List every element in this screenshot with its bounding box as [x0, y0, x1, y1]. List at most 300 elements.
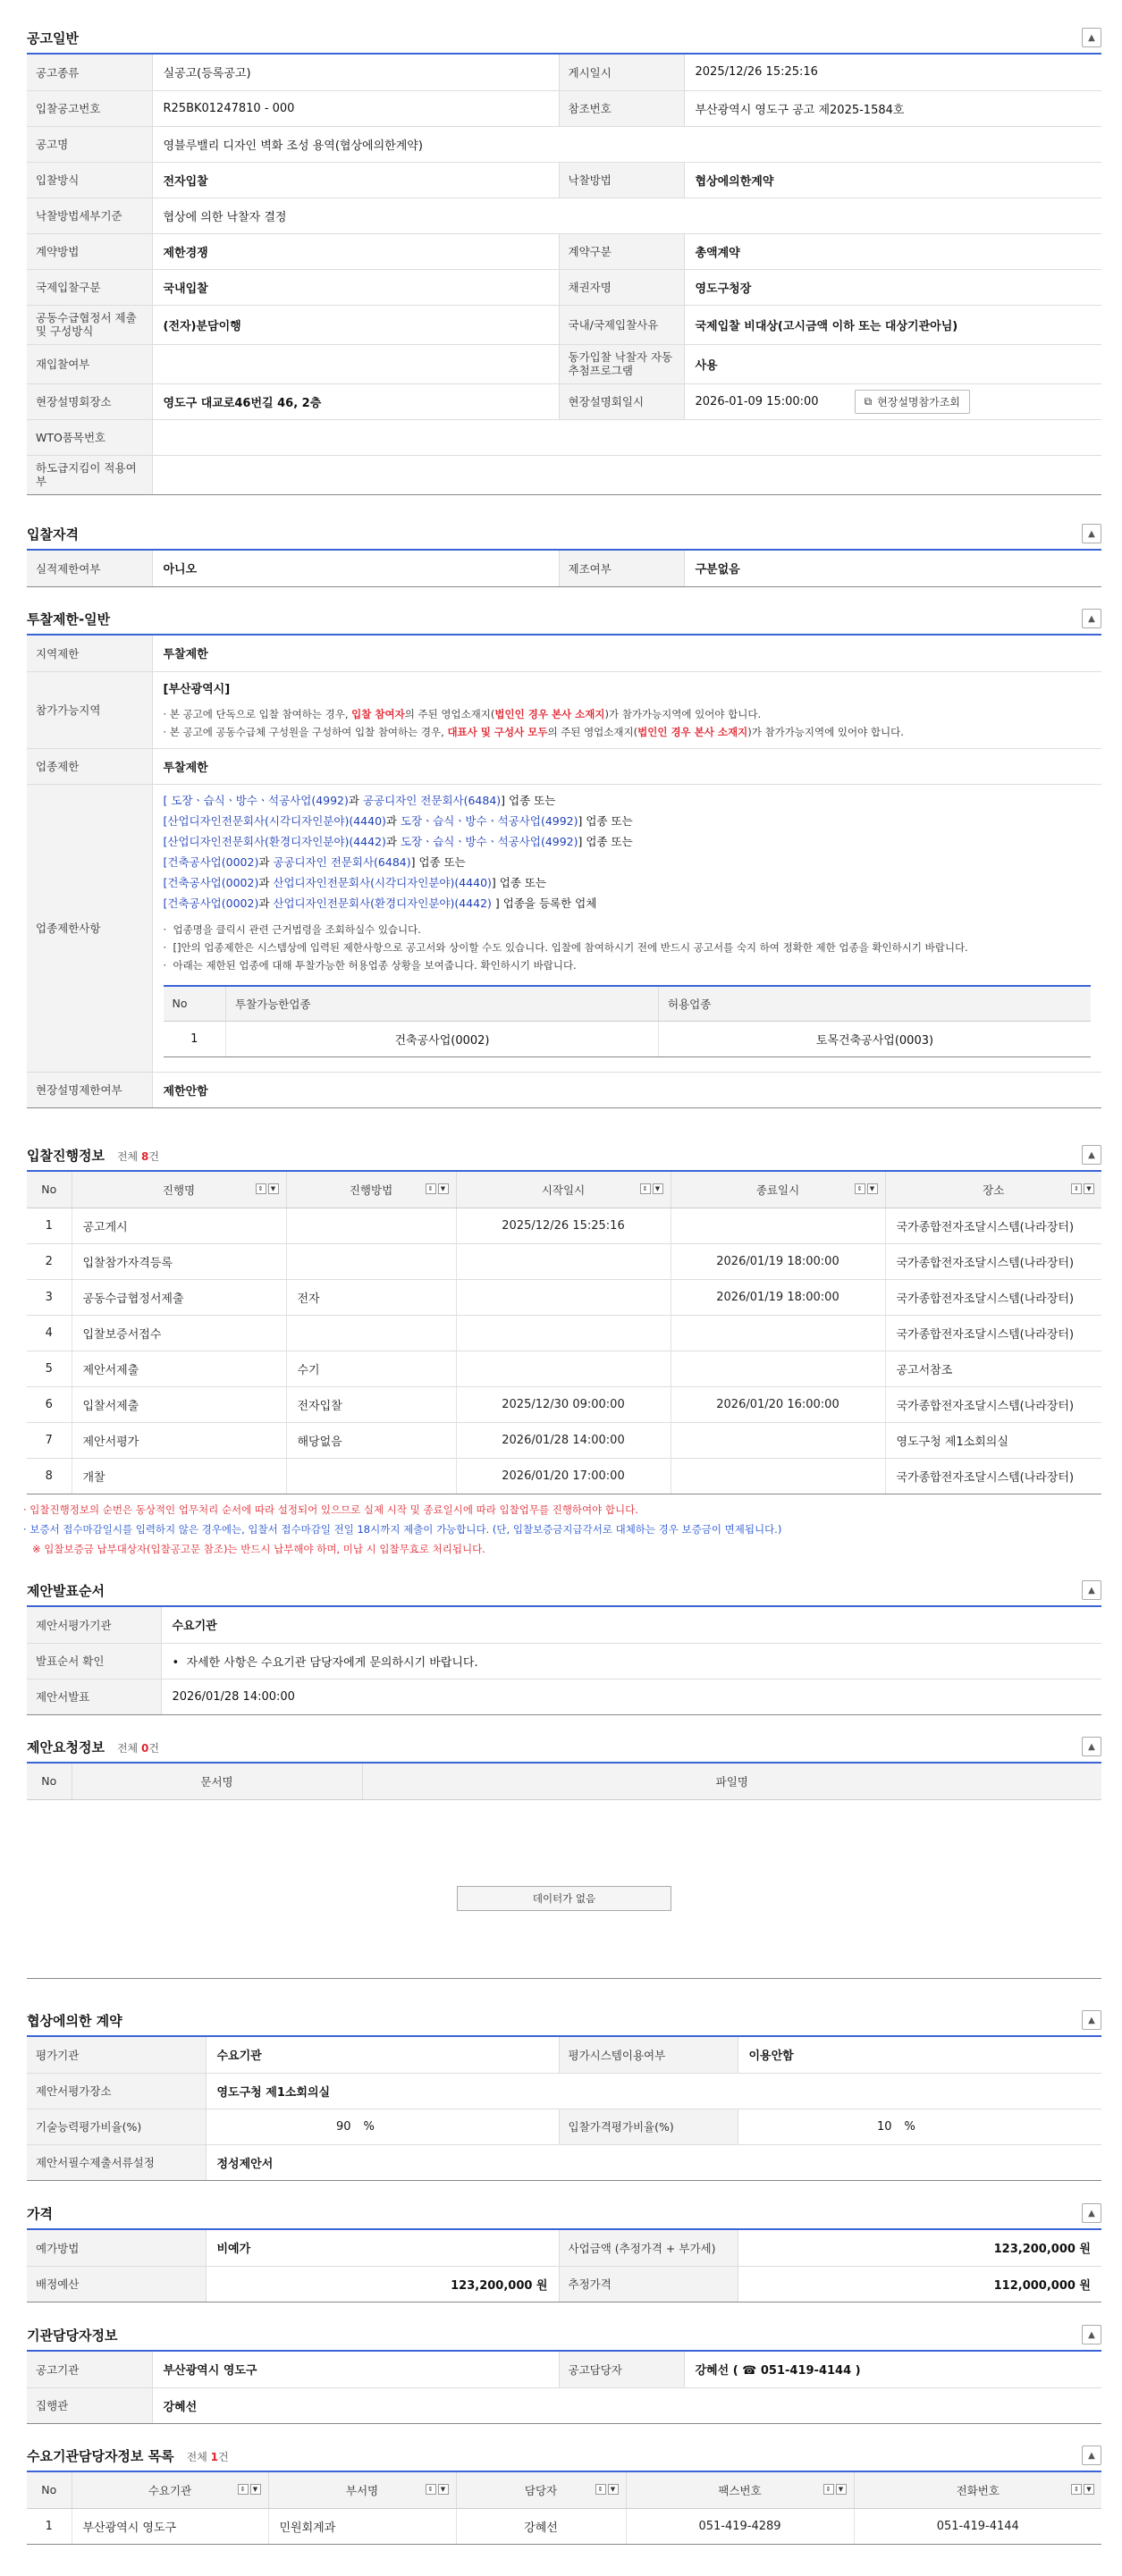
table-cell: 4	[27, 1315, 72, 1351]
filter-icon[interactable]: ▼	[250, 2484, 261, 2495]
text: 과	[348, 793, 363, 807]
value: 구분없음	[684, 551, 1101, 586]
sort-icon[interactable]: ⇕	[1071, 1183, 1082, 1194]
table-cell	[286, 1458, 456, 1494]
table-row	[27, 455, 1101, 494]
table-cell: 1	[27, 2508, 72, 2544]
section-presentation-order	[27, 1575, 1101, 1715]
sort-icon[interactable]: ⇕	[1071, 2484, 1082, 2495]
value: 사용	[684, 344, 1101, 383]
label: 집행관	[27, 2387, 152, 2423]
value: 제한경쟁	[152, 233, 559, 269]
text: ] 업종 또는	[491, 875, 547, 889]
section-demand-agency-contacts	[27, 2440, 1101, 2545]
sort-icon[interactable]: ⇕	[640, 1183, 651, 1194]
section-title: 입찰자격	[27, 526, 79, 543]
table-row	[164, 1022, 1092, 1057]
area-value	[152, 671, 1101, 748]
industry-link[interactable]: [건축공사업(0002)	[163, 854, 259, 869]
column-header: No	[27, 1172, 72, 1208]
presentation-table	[27, 1607, 1101, 1715]
section-title: 협상에의한 계약	[27, 2012, 122, 2029]
note: · []안의 업종제한은 시스템상에 입력된 제한사항으로 공고서와 상이할 수도 있습니다. 입찰에 참여하시기 전에 반드시 공고서를 숙지 하여 정확한 제한 업종을 확인하시기 바랍니다.	[163, 940, 968, 954]
table-row	[27, 1072, 1101, 1107]
empty-area	[27, 1800, 1101, 1979]
table-row	[27, 636, 1101, 671]
table-cell: 부산광역시 영도구	[72, 2508, 268, 2544]
sort-icon[interactable]: ⇕	[855, 1183, 865, 1194]
value: 강혜선 ( ☎ 051-419-4144 )	[684, 2352, 1101, 2387]
table-cell	[286, 1315, 456, 1351]
section-title	[27, 2446, 229, 2465]
column-header[interactable]	[456, 2472, 626, 2508]
table-cell: 입찰참가자격등록	[72, 1243, 286, 1279]
value: R25BK01247810 - 000	[152, 90, 559, 126]
table-row	[27, 162, 1101, 198]
table-row	[27, 1679, 1101, 1714]
table-row	[27, 671, 1101, 748]
highlight-text: 대표사 및 구성사 모두	[447, 725, 548, 738]
table-row	[27, 2230, 1101, 2266]
percent-unit: %	[904, 2119, 915, 2134]
chevron-up-icon[interactable]: ▲	[1082, 2203, 1101, 2223]
table-cell: 국가종합전자조달시스템(나라장터)	[885, 1315, 1101, 1351]
table-cell: 공고서참조	[885, 1351, 1101, 1386]
label: 기술능력평가비율(%)	[27, 2109, 206, 2144]
section-title	[27, 1738, 159, 1756]
text: 팩스번호	[718, 2483, 762, 2497]
chevron-up-icon[interactable]: ▲	[1082, 524, 1101, 543]
sort-icon[interactable]: ⇕	[823, 2484, 834, 2495]
label: 제안서평가기관	[27, 1607, 161, 1643]
table-row	[27, 1607, 1101, 1643]
text: 의 주된 영업소재지(	[404, 707, 495, 720]
column-header: 투찰가능한업종	[226, 986, 659, 1022]
text: 전화번호	[956, 2483, 1000, 2497]
note: · 아래는 제한된 업종에 대해 투찰가능한 허용업종 상황을 보여줍니다. 확인하시기 바랍니다.	[163, 958, 577, 972]
value: 국내입찰	[152, 269, 559, 305]
section-price	[27, 2198, 1101, 2302]
table-row	[27, 344, 1101, 383]
value: 123,200,000 원	[738, 2230, 1101, 2266]
table-cell: 2026/01/28 14:00:00	[456, 1422, 671, 1458]
table-row	[27, 1208, 1101, 1243]
table-row	[27, 551, 1101, 586]
table-cell	[456, 1351, 671, 1386]
note: ※ 입찰보증금 납부대상자(입찰공고문 참조)는 반드시 납부해야 하며, 미납 시 입찰무효로 처리됩니다.	[32, 1542, 485, 1555]
note: · 업종명을 클릭시 관련 근거법령을 조회하실수 있습니다.	[163, 922, 421, 936]
cell: 1	[164, 1022, 226, 1057]
text: 과	[385, 813, 401, 828]
chevron-up-icon[interactable]: ▲	[1082, 28, 1101, 47]
table-row	[27, 1279, 1101, 1315]
label: 제조여부	[559, 551, 684, 586]
table-row	[27, 2352, 1101, 2387]
table-row	[27, 1458, 1101, 1494]
section-title	[27, 1146, 159, 1165]
industry-link[interactable]: [산업디자인전문회사(환경디자인분야)(4442)	[163, 834, 386, 848]
industry-link[interactable]: 산업디자인전문회사(환경디자인분야)(4442)	[273, 896, 492, 910]
proposal-request-table	[27, 1764, 1101, 1800]
label: 발표순서 확인	[27, 1643, 161, 1679]
table-cell: 제안서평가	[72, 1422, 286, 1458]
column-header: No	[27, 2472, 72, 2508]
chevron-up-icon[interactable]: ▲	[1082, 2446, 1101, 2465]
value: 총액계약	[684, 233, 1101, 269]
column-header[interactable]	[885, 1172, 1101, 1208]
briefing-participants-button[interactable]	[855, 390, 970, 414]
value: 정성제안서	[206, 2144, 1101, 2180]
table-cell: 국가종합전자조달시스템(나라장터)	[885, 1458, 1101, 1494]
table-cell: 6	[27, 1386, 72, 1422]
label: 하도급지킴이 적용여부	[27, 455, 152, 494]
text: ] 업종 또는	[501, 793, 556, 807]
qualification-table	[27, 551, 1101, 587]
demand-agency-table	[27, 2472, 1101, 2545]
industry-notes	[164, 921, 1092, 974]
general-table	[27, 55, 1101, 495]
filter-icon[interactable]: ▼	[268, 1183, 279, 1194]
text: 입찰진행정보	[27, 1147, 105, 1164]
industry-link[interactable]: 산업디자인전문회사(시각디자인분야)(4440)	[273, 875, 492, 889]
label: 동가입찰 낙찰자 자동추첨프로그램	[559, 344, 684, 383]
sort-icon[interactable]: ⇕	[238, 2484, 249, 2495]
table-row	[27, 419, 1101, 455]
value: 영도구 대교로46번길 46, 2층	[152, 383, 559, 419]
label: 현장설명제한여부	[27, 1072, 152, 1107]
label: 공고담당자	[559, 2352, 684, 2387]
text: 종료일시	[755, 1183, 800, 1197]
note: · 보증서 접수마감일시를 입력하지 않은 경우에는, 입찰서 접수마감일 전일 18시까지 제출이 가능합니다. (단, 입찰보증금지급각서로 대체하는 경우 보증금이 면제됩니다.)	[23, 1522, 782, 1536]
label: 공고명	[27, 126, 152, 162]
label: 입찰공고번호	[27, 90, 152, 126]
sort-icon[interactable]: ⇕	[426, 2484, 436, 2495]
label: 공고종류	[27, 55, 152, 90]
highlight-text: 법인인 경우 본사 소재지	[637, 725, 748, 738]
filter-icon[interactable]: ▼	[1084, 2484, 1094, 2495]
table-cell: 공고게시	[72, 1208, 286, 1243]
allowed-industry-table	[164, 985, 1092, 1058]
chevron-up-icon[interactable]: ▲	[1082, 1737, 1101, 1756]
label: 입찰가격평가비율(%)	[559, 2109, 738, 2144]
value: 투찰제한	[152, 636, 1101, 671]
highlight-text: 1	[210, 2450, 218, 2463]
text: 건	[148, 1741, 159, 1755]
label: 실적제한여부	[27, 551, 152, 586]
highlight-text: 0	[140, 1741, 149, 1755]
agency-contact-table	[27, 2352, 1101, 2424]
value: 비예가	[206, 2230, 559, 2266]
text: )가 참가가능지역에 있어야 합니다.	[604, 707, 762, 720]
section-bid-restriction	[27, 603, 1101, 1108]
section-header	[27, 2440, 1101, 2472]
table-row	[27, 90, 1101, 126]
column-header: 문서명	[72, 1764, 362, 1799]
table-cell	[456, 1315, 671, 1351]
column-header[interactable]	[72, 2472, 268, 2508]
text: ] 업종을 등록한 업체	[491, 896, 597, 910]
text: · 본 공고에 공동수급체 구성원을 구성하여 입찰 참여하는 경우,	[163, 725, 448, 738]
price-ratio: 10	[876, 2119, 892, 2134]
value: 영블루밸리 디자인 벽화 조성 용역(협상에의한계약)	[152, 126, 1101, 162]
table-row	[27, 55, 1101, 90]
chevron-up-icon[interactable]: ▲	[1082, 609, 1101, 628]
text: 과	[385, 834, 401, 848]
text: 제안요청정보	[27, 1738, 105, 1755]
text: 수요기관	[148, 2483, 192, 2497]
negotiated-table	[27, 2037, 1101, 2181]
column-header[interactable]	[854, 2472, 1101, 2508]
button-label: 현장설명참가조회	[877, 395, 960, 408]
table-cell: 2026/01/20 16:00:00	[671, 1386, 885, 1422]
text: 진행방법	[349, 1183, 393, 1197]
text: 수요기관담당자정보 목록	[27, 2447, 174, 2464]
section-bid-progress	[23, 1140, 1101, 1559]
value: 제한안함	[152, 1072, 1101, 1107]
table-cell: 제안서제출	[72, 1351, 286, 1386]
table-row	[27, 383, 1101, 419]
column-header[interactable]	[286, 1172, 456, 1208]
label: 제안서필수제출서류설정	[27, 2144, 206, 2180]
table-cell: 2026/01/19 18:00:00	[671, 1279, 885, 1315]
table-row	[27, 1315, 1101, 1351]
section-header	[27, 2005, 1101, 2037]
column-header: No	[164, 986, 226, 1022]
text: 진행명	[162, 1183, 196, 1197]
table-cell	[671, 1315, 885, 1351]
column-header[interactable]	[72, 1172, 286, 1208]
section-title: 투찰제한-일반	[27, 610, 111, 627]
label: 계약방법	[27, 233, 152, 269]
text: 자세한 사항은 수요기관 담당자에게 문의하시기 바랍니다.	[186, 1655, 478, 1670]
sort-icon[interactable]: ⇕	[256, 1183, 266, 1194]
table-row	[164, 986, 1092, 1022]
filter-icon[interactable]: ▼	[438, 1183, 449, 1194]
section-title: 제안발표순서	[27, 1582, 105, 1599]
section-general	[27, 22, 1101, 495]
table-cell	[456, 1279, 671, 1315]
table-cell	[671, 1458, 885, 1494]
section-header	[27, 2198, 1101, 2230]
section-header	[27, 22, 1101, 55]
external-link-icon: ⧉	[864, 394, 873, 408]
table-cell: 영도구청 제1소회의실	[885, 1422, 1101, 1458]
value: 영도구청장	[684, 269, 1101, 305]
table-cell: 2	[27, 1243, 72, 1279]
value: 이용안함	[738, 2037, 1101, 2073]
cell: 건축공사업(0002)	[226, 1022, 659, 1057]
label: 업종제한	[27, 748, 152, 784]
column-header: 파일명	[362, 1764, 1101, 1799]
value: 부산광역시 영도구 공고 제2025-1584호	[684, 90, 1101, 126]
text: 과	[258, 875, 274, 889]
industry-link[interactable]: 공공디자인 전문회사(6484)	[362, 793, 502, 807]
table-row	[27, 2387, 1101, 2423]
label: 현장설명회장소	[27, 383, 152, 419]
value: 112,000,000 원	[738, 2266, 1101, 2302]
table-row	[27, 1643, 1101, 1679]
table-row	[27, 2037, 1101, 2073]
sort-icon[interactable]: ⇕	[595, 2484, 606, 2495]
section-header	[27, 518, 1101, 551]
value: 협상에 의한 낙찰자 결정	[152, 198, 1101, 233]
value: 123,200,000 원	[206, 2266, 559, 2302]
section-header	[27, 1140, 1101, 1172]
value	[738, 2109, 1101, 2144]
table-cell: 국가종합전자조달시스템(나라장터)	[885, 1386, 1101, 1422]
industry-link[interactable]: [ 도장ㆍ습식ㆍ방수ㆍ석공사업(4992)	[163, 793, 349, 807]
text: ] 업종 또는	[578, 834, 633, 848]
table-cell: 3	[27, 1279, 72, 1315]
industry-link[interactable]: [건축공사업(0002)	[163, 896, 259, 910]
table-cell	[456, 1243, 671, 1279]
table-row	[27, 126, 1101, 162]
cell: 토목건축공사업(0003)	[659, 1022, 1092, 1057]
count-label	[187, 2451, 229, 2463]
value: 수요기관	[206, 2037, 559, 2073]
table-row	[27, 233, 1101, 269]
column-header: No	[27, 1764, 72, 1799]
table-row	[27, 305, 1101, 344]
value	[206, 2109, 559, 2144]
value	[152, 419, 1101, 455]
text: 부서명	[345, 2483, 379, 2497]
highlight-text: 입찰 참여자	[351, 707, 405, 720]
label: WTO품목번호	[27, 419, 152, 455]
text: 과	[258, 854, 274, 869]
progress-notes	[23, 1500, 1101, 1559]
table-cell: 민원회계과	[268, 2508, 456, 2544]
label: 국제입찰구분	[27, 269, 152, 305]
industry-link[interactable]: [산업디자인전문회사(시각디자인분야)(4440)	[163, 813, 386, 828]
section-header	[27, 2319, 1101, 2352]
text: []안의 업종제한은 시스템상에 입력된 제한사항으로 공고서와 상이할 수도 있습니다. 입찰에 참여하시기 전에 반드시 공고서를 숙지 하여 정확한 제한 업종을 확인하시기 바랍니다.	[173, 940, 968, 954]
section-header	[27, 1575, 1101, 1607]
table-cell	[671, 1351, 885, 1386]
label: 지역제한	[27, 636, 152, 671]
industry-link[interactable]: 도장ㆍ습식ㆍ방수ㆍ석공사업(4992)	[400, 813, 578, 828]
industry-link[interactable]: [건축공사업(0002)	[163, 875, 259, 889]
industry-restriction-value	[152, 784, 1101, 1072]
column-header[interactable]	[268, 2472, 456, 2508]
section-agency-contact	[27, 2319, 1101, 2424]
highlight-text: 법인인 경우 본사 소재지	[494, 707, 605, 720]
price-table	[27, 2230, 1101, 2302]
table-row	[27, 269, 1101, 305]
value: 아니오	[152, 551, 559, 586]
table-cell	[671, 1208, 885, 1243]
chevron-up-icon[interactable]: ▲	[1082, 2010, 1101, 2030]
filter-icon[interactable]: ▼	[1084, 1183, 1094, 1194]
column-header: 허용업종	[659, 986, 1092, 1022]
label: 채권자명	[559, 269, 684, 305]
label: 현장설명회일시	[559, 383, 684, 419]
percent-unit: %	[363, 2119, 375, 2134]
text: 과	[258, 896, 274, 910]
filter-icon[interactable]: ▼	[653, 1183, 663, 1194]
table-cell: 전자입찰	[286, 1386, 456, 1422]
label: 업종제한사항	[27, 784, 152, 1072]
value: 2026/01/28 14:00:00	[161, 1679, 1101, 1714]
value	[152, 344, 559, 383]
label: 계약구분	[559, 233, 684, 269]
highlight-text: 8	[140, 1149, 149, 1163]
filter-icon[interactable]: ▼	[867, 1183, 878, 1194]
industry-link[interactable]: 공공디자인 전문회사(6484)	[273, 854, 411, 869]
label: 입찰방식	[27, 162, 152, 198]
empty-message: 데이터가 없음	[457, 1886, 671, 1911]
table-cell: 2025/12/30 09:00:00	[456, 1386, 671, 1422]
label: 사업금액 (추정가격 + 부가세)	[559, 2230, 738, 2266]
table-row	[27, 1351, 1101, 1386]
table-cell: 국가종합전자조달시스템(나라장터)	[885, 1243, 1101, 1279]
bid-progress-table	[27, 1172, 1101, 1494]
chevron-up-icon[interactable]: ▲	[1082, 1145, 1101, 1165]
table-row	[27, 748, 1101, 784]
table-row	[27, 1764, 1101, 1799]
filter-icon[interactable]: ▼	[836, 2484, 847, 2495]
value: 수요기관	[161, 1607, 1101, 1643]
label: 제안서평가장소	[27, 2073, 206, 2109]
text: )가 참가가능지역에 있어야 합니다.	[747, 725, 904, 738]
note: · 입찰진행정보의 순번은 동상적인 업무처리 순서에 따라 설정되어 있으므로 실제 시작 및 종료일시에 따라 입찰업무를 진행하여야 합니다.	[23, 1503, 638, 1516]
column-header[interactable]	[456, 1172, 671, 1208]
table-row	[27, 784, 1101, 1072]
area-note	[164, 723, 1092, 741]
restriction-table	[27, 636, 1101, 1108]
text: 업종명을 클릭시 관련 근거법령을 조회하실수 있습니다.	[173, 922, 421, 936]
value: 영도구청 제1소회의실	[206, 2073, 1101, 2109]
header-row	[27, 1172, 1101, 1208]
text: 전체	[116, 1741, 141, 1755]
table-cell: 2026/01/20 17:00:00	[456, 1458, 671, 1494]
text: 담당자	[524, 2483, 558, 2497]
value: 투찰제한	[152, 748, 1101, 784]
table-cell: 해당없음	[286, 1422, 456, 1458]
table-row	[27, 1243, 1101, 1279]
table-cell: 공동수급협정서제출	[72, 1279, 286, 1315]
industry-link[interactable]: 도장ㆍ습식ㆍ방수ㆍ석공사업(4992)	[400, 834, 578, 848]
table-cell: 수기	[286, 1351, 456, 1386]
table-cell: 전자	[286, 1279, 456, 1315]
table-cell: 2026/01/19 18:00:00	[671, 1243, 885, 1279]
label: 게시일시	[559, 55, 684, 90]
sort-icon[interactable]: ⇕	[426, 1183, 436, 1194]
table-cell: 7	[27, 1422, 72, 1458]
value: 2025/12/26 15:25:16	[684, 55, 1101, 90]
chevron-up-icon[interactable]: ▲	[1082, 1580, 1101, 1600]
value	[152, 455, 1101, 494]
table-cell	[286, 1208, 456, 1243]
filter-icon[interactable]: ▼	[608, 2484, 619, 2495]
text: 건	[148, 1149, 159, 1163]
label: 낙찰방법세부기준	[27, 198, 152, 233]
section-header	[27, 603, 1101, 636]
filter-icon[interactable]: ▼	[438, 2484, 449, 2495]
count-label	[117, 1150, 159, 1163]
count-label	[117, 1742, 159, 1755]
table-cell: 5	[27, 1351, 72, 1386]
chevron-up-icon[interactable]: ▲	[1082, 2325, 1101, 2344]
table-cell: 입찰서제출	[72, 1386, 286, 1422]
column-header[interactable]	[626, 2472, 854, 2508]
table-row	[27, 2508, 1101, 2544]
column-header[interactable]	[671, 1172, 885, 1208]
table-cell	[671, 1422, 885, 1458]
label: 평가시스템이용여부	[559, 2037, 738, 2073]
table-row	[27, 2109, 1101, 2144]
label: 배정예산	[27, 2266, 206, 2302]
